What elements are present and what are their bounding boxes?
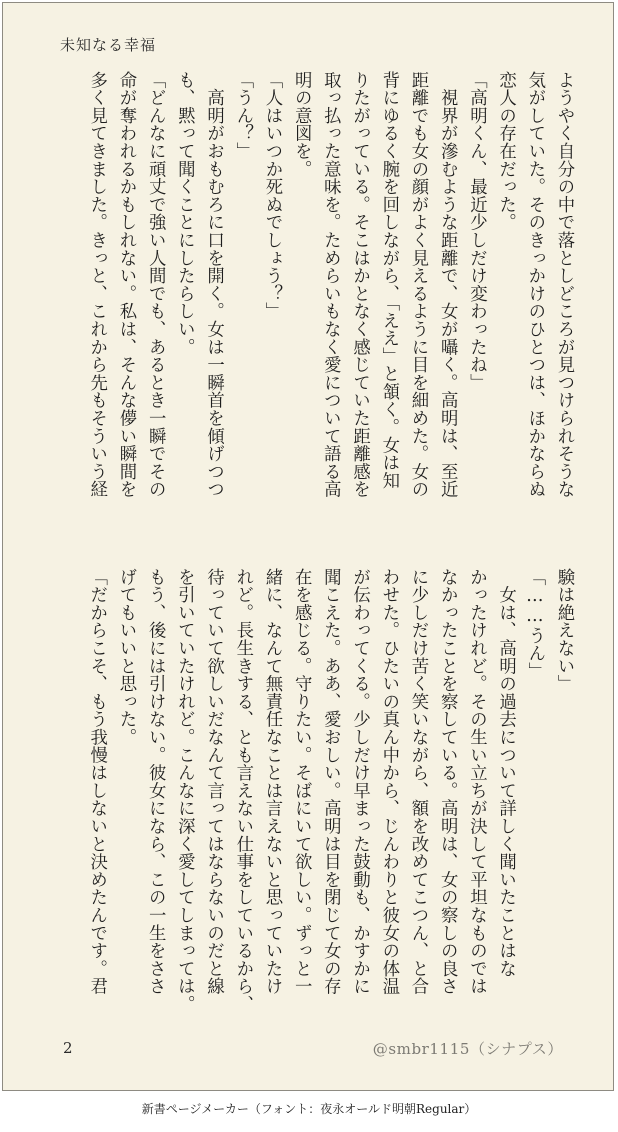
text-line: げてもいいと思った。 xyxy=(115,568,136,746)
generator-caption: 新書ページメーカー（フォント：夜永オールド明朝Regular） xyxy=(141,1102,477,1116)
text-line: 「だからこそ、もう我慢はしないと決めたんです。君 xyxy=(86,568,107,996)
text-line: 高明がおもむろに口を開く。女は一瞬首を傾げつつ xyxy=(203,71,224,499)
text-line: 「……うん」 xyxy=(524,568,545,680)
text-line: 在を感じる。守りたい。そばにいて欲しい。ずっと一 xyxy=(291,568,312,996)
text-line: 取っ払った意味を。ためらいもなく愛について語る高 xyxy=(320,71,341,499)
text-line: わせた。ひたいの真ん中から、じんわりと彼女の体温 xyxy=(378,568,399,996)
text-line: 聞こえた。ああ、愛おしい。高明は目を閉じて女の存 xyxy=(320,568,341,996)
text-line: 験は絶えない」 xyxy=(554,568,574,693)
text-line: れど。長生きする、とも言えない仕事をしているから、 xyxy=(232,568,253,1013)
text-line: 視界が滲むような距離で、女が囁く。高明は、至近 xyxy=(437,71,458,499)
upper-text-column xyxy=(58,71,578,529)
text-line: 距離でも女の顔がよく見えるように目を細めた。女の xyxy=(407,71,428,499)
text-line: 気がしていた。そのきっかけのひとつは、ほかならぬ xyxy=(524,71,545,499)
text-line: 待っていて欲しいだなんて言ってはならないのだと線 xyxy=(203,568,224,996)
text-line: 「人はいつか死ぬでしょう？」 xyxy=(261,71,282,321)
author-handle: @smbr1115（シナプス） xyxy=(372,1040,563,1058)
text-line: 女は、高明の過去について詳しく聞いたことはな xyxy=(495,568,516,978)
text-line: も、黙って聞くことにしたらしい。 xyxy=(174,71,195,356)
text-line: かったけれど。その生い立ちが決して平坦なものでは xyxy=(466,568,487,996)
text-line: 「どんなに頑丈で強い人間でも、あるとき一瞬でその xyxy=(145,71,166,499)
text-line: もう、後には引けない。彼女になら、この一生をささ xyxy=(145,568,166,996)
page-number: 2 xyxy=(63,1039,73,1057)
text-line: に少しだけ苦く笑いながら、額を改めてこつん、と合 xyxy=(407,568,428,996)
text-line: 多く見てきました。きっと、これから先もそういう経 xyxy=(86,71,107,499)
text-line: 「高明くん、最近少しだけ変わったね」 xyxy=(466,71,487,392)
text-line: 命が奪われるかもしれない。私は、そんな儚い瞬間を xyxy=(115,71,136,499)
text-line: りたがっている。そこはかとなく感じていた距離感を xyxy=(349,71,370,499)
book-page xyxy=(2,2,614,1091)
text-line: を引いていたけれど。こんなに深く愛してしまっては。 xyxy=(174,568,195,1013)
text-line: ようやく自分の中で落としどころが見つけられそうな xyxy=(554,71,574,499)
lower-text-column xyxy=(58,568,578,1026)
text-line: 緒に、なんて無責任なことは言えないと思っていたけ xyxy=(261,568,282,996)
book-title: 未知なる幸福 xyxy=(60,36,157,54)
text-line: 「うん？」 xyxy=(232,71,253,160)
text-line: 背にゆるく腕を回しながら、「ええ」と頷く。女は知 xyxy=(378,71,399,490)
text-line: なかったことを察している。高明は、女の察しの良さ xyxy=(437,568,458,996)
text-line: が伝わってくる。少しだけ早まった鼓動も、かすかに xyxy=(349,568,370,996)
text-line: 恋人の存在だった。 xyxy=(495,71,516,232)
text-line: 明の意図を。 xyxy=(291,71,312,178)
